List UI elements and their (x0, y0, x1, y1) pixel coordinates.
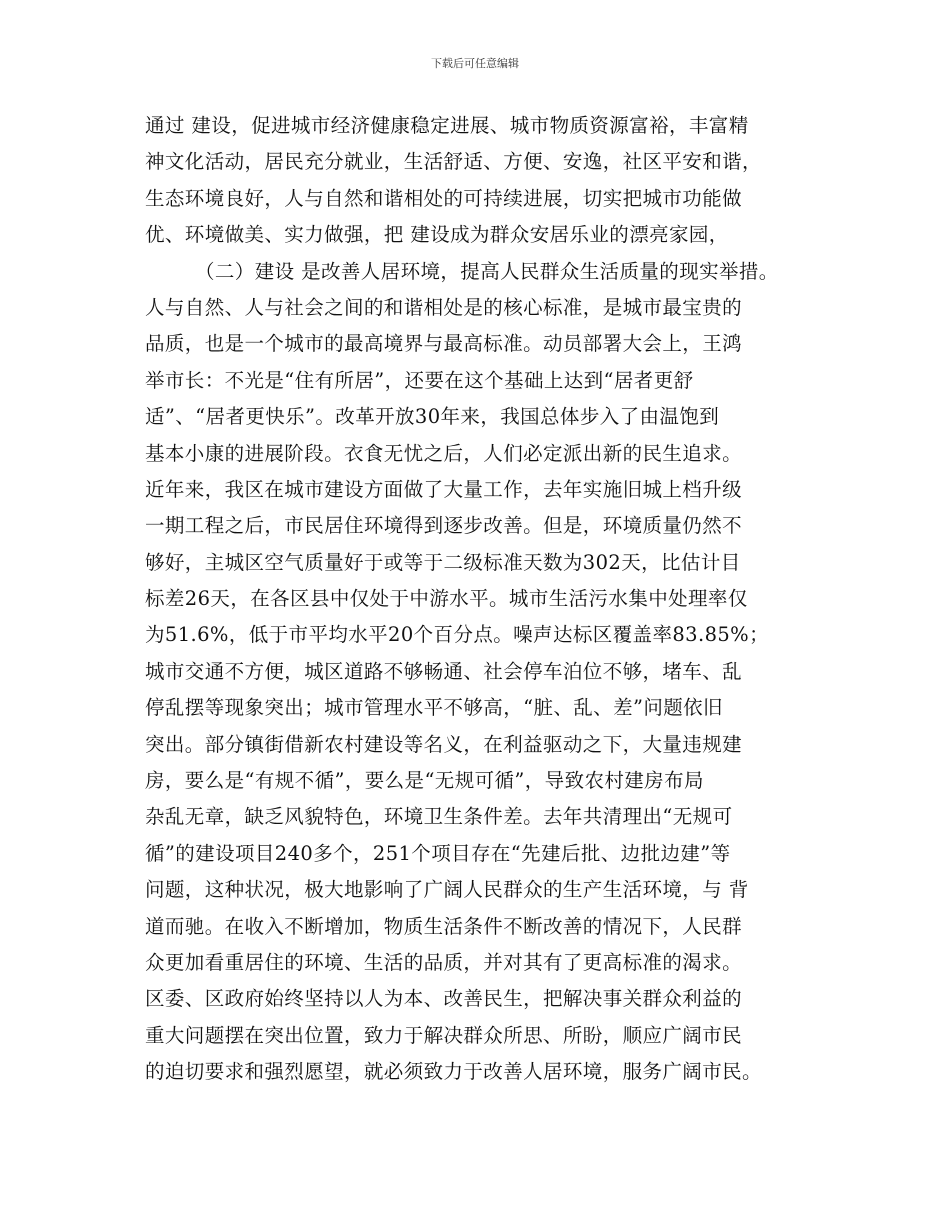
text-line: 生态环境良好，人与自然和谐相处的可持续进展，切实把城市功能做 (145, 186, 743, 210)
text-line: 区委、区政府始终坚持以人为本、改善民生，把解决事关群众利益的 (145, 987, 743, 1011)
text-line: 一期工程之后，市民居住环境得到逐步改善。但是，环境质量仍然不 (145, 514, 743, 538)
section-heading-line: （二）建设 是改善人居环境，提高人民群众生活质量的现实举措。 (195, 259, 779, 283)
text-line: 循”的建设项目240多个，251个项目存在“先建后批、边批边建”等 (145, 841, 731, 865)
text-line: 问题，这种状况，极大地影响了广阔人民群众的生产生活环境，与 背 (145, 878, 749, 902)
text-line: 为51.6%，低于市平均水平20个百分点。噪声达标区覆盖率83.85%； (145, 623, 770, 647)
text-line: 停乱摆等现象突出；城市管理水平不够高，“脏、乱、差”问题依旧 (145, 696, 723, 720)
text-line: 优、环境做美、实力做强，把 建设成为群众安居乐业的漂亮家园， (145, 223, 729, 247)
text-line: 标差26天，在各区县中仅处于中游水平。城市生活污水集中处理率仅 (145, 587, 748, 611)
page-header: 下载后可任意编辑 (431, 57, 519, 70)
text-line: 道而驰。在收入不断增加，物质生活条件不断改善的情况下，人民群 (145, 914, 743, 938)
document-body (145, 108, 825, 1091)
text-line: 房，要么是“有规不循”，要么是“无规可循”，导致农村建房布局 (145, 769, 704, 793)
text-line: 够好，主城区空气质量好于或等于二级标准天数为302天，比估计目 (145, 550, 741, 574)
text-line: 突出。部分镇街借新农村建设等名义，在利益驱动之下，大量违规建 (145, 732, 743, 756)
text-line: 重大问题摆在突出位置，致力于解决群众所思、所盼，顺应广阔市民 (145, 1023, 743, 1047)
text-line: 城市交通不方便，城区道路不够畅通、社会停车泊位不够，堵车、乱 (145, 659, 743, 683)
text-line: 人与自然、人与社会之间的和谐相处是的核心标准，是城市最宝贵的 (145, 295, 743, 319)
text-line: 神文化活动，居民充分就业，生活舒适、方便、安逸，社区平安和谐， (145, 150, 762, 174)
text-line: 杂乱无章，缺乏风貌特色，环境卫生条件差。去年共清理出“无规可 (145, 805, 733, 829)
text-line: 基本小康的进展阶段。衣食无忧之后，人们必定派出新的民生追求。 (145, 441, 743, 465)
text-line: 近年来，我区在城市建设方面做了大量工作，去年实施旧城上档升级 (145, 477, 743, 501)
text-line: 众更加看重居住的环境、生活的品质，并对其有了更高标准的渴求。 (145, 950, 743, 974)
text-line: 适”、“居者更快乐”。改革开放30年来，我国总体步入了由温饱到 (145, 405, 720, 429)
text-line: 通过 建设，促进城市经济健康稳定进展、城市物质资源富裕，丰富精 (145, 114, 749, 137)
text-line: 的迫切要求和强烈愿望，就必须致力于改善人居环境，服务广阔市民。 (145, 1060, 762, 1084)
text-line: 品质，也是一个城市的最高境界与最高标准。动员部署大会上，王鸿 (145, 332, 743, 356)
text-line: 举市长：不光是“住有所居”，还要在这个基础上达到“居者更舒 (145, 368, 694, 392)
